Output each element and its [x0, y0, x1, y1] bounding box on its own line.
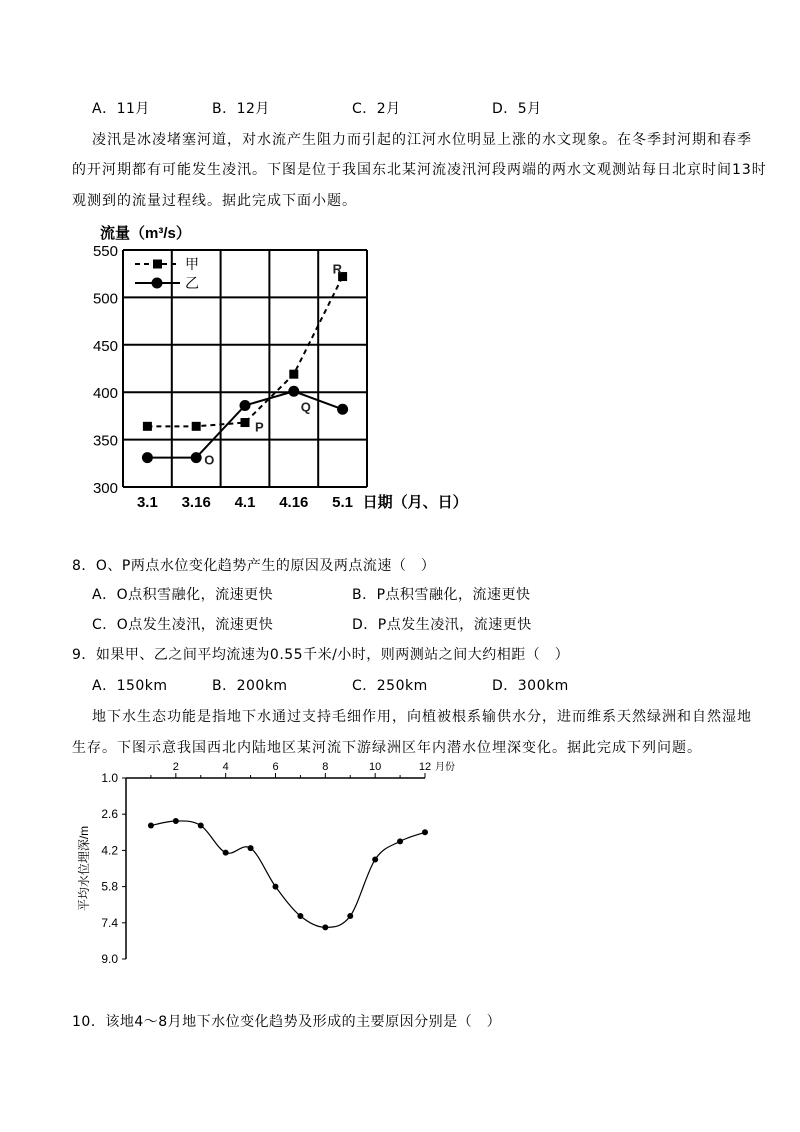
y-tick-label: 9.0	[101, 952, 118, 966]
x-tick-label: 10	[369, 761, 382, 773]
x-tick-label: 12	[418, 761, 432, 773]
y-axis-label: 流量（m³/s）	[100, 225, 191, 242]
q8-option-a: A．O点积雪融化，流速更快	[92, 587, 274, 603]
data-point-yi	[240, 400, 251, 411]
data-point-jia	[241, 418, 250, 427]
depth-curve	[151, 821, 425, 927]
y-tick-label: 550	[92, 243, 118, 260]
depth-point	[173, 818, 179, 824]
q9-option-d: D．300km	[492, 678, 569, 694]
point-label-q: Q	[300, 399, 311, 415]
flow-chart	[60, 220, 480, 525]
depth-point	[248, 845, 254, 851]
data-point-jia	[289, 370, 298, 379]
x-axis-label: 日期（月、日）	[362, 494, 468, 511]
y-tick-label: 1.0	[101, 771, 118, 785]
q9-option-a: A．150km	[92, 678, 168, 694]
x-tick-label: 3.1	[136, 494, 158, 511]
groundwater-chart-series	[148, 818, 428, 930]
y-tick-label: 4.2	[101, 843, 118, 858]
intro1-line-1: 凌汛是冰凌堵塞河道，对水流产生阻力而引起的江河水位明显上涨的水文现象。在冬季封河期和春季	[92, 132, 752, 148]
y-tick-label: 300	[92, 480, 118, 497]
flow-chart-series	[142, 272, 348, 463]
x-tick-label: 2	[172, 761, 179, 773]
y-tick-label: 5.8	[101, 879, 118, 894]
y-tick-label: 2.6	[101, 807, 118, 822]
data-point-yi	[288, 386, 299, 397]
y-tick-label: 450	[92, 337, 118, 355]
point-label-p: P	[255, 419, 264, 435]
depth-point	[322, 924, 328, 930]
point-label-o: O	[204, 452, 215, 468]
x-tick-label: 4	[222, 761, 229, 773]
data-point-yi	[142, 452, 153, 463]
q7-option-c: C．2月	[352, 101, 401, 117]
x-axis-label: 月份	[435, 762, 455, 773]
depth-point	[422, 829, 428, 835]
groundwater-chart	[70, 760, 470, 975]
flow-chart-labels	[93, 224, 468, 511]
legend-marker-yi	[152, 278, 163, 289]
q7-option-d: D．5月	[492, 101, 542, 117]
depth-point	[223, 850, 229, 856]
q8-option-d: D．P点发生凌汛，流速更快	[352, 617, 532, 633]
x-tick-label: 4.1	[234, 494, 256, 511]
data-point-jia	[192, 422, 201, 431]
data-point-yi	[191, 452, 202, 463]
q9-stem: 9．如果甲、乙之间平均流速为0.55千米/小时，则两测站之间大约相距（ ）	[72, 647, 570, 663]
x-tick-label: 6	[272, 761, 279, 773]
q9-option-b: B．200km	[212, 678, 288, 694]
intro1-line-2: 的开河期都有可能发生凌汛。下图是位于我国东北某河流凌汛河段两端的两水文观测站每日北京时间13时	[72, 162, 767, 178]
y-axis-label: 平均水位埋深/m	[77, 825, 91, 912]
depth-point	[273, 884, 279, 890]
q8-stem: 8．O、P两点水位变化趋势产生的原因及两点流速（ ）	[72, 558, 436, 574]
q8-option-b: B．P点积雪融化，流速更快	[352, 587, 531, 603]
intro2-line-1: 地下水生态功能是指地下水通过支持毛细作用，向植被根系输供水分，进而维系天然绿洲和自然湿地	[92, 709, 752, 725]
depth-point	[198, 823, 204, 829]
legend-label-yi: 乙	[185, 275, 199, 291]
depth-point	[297, 913, 303, 919]
y-tick-label: 500	[92, 290, 118, 308]
depth-point	[372, 856, 378, 862]
y-tick-label: 350	[92, 432, 118, 450]
y-tick-label: 400	[92, 385, 118, 403]
q7-option-a: A．11月	[92, 101, 150, 117]
q10-stem: 10．该地4～8月地下水位变化趋势及形成的主要原因分别是（ ）	[72, 1014, 502, 1030]
data-point-yi	[337, 404, 348, 415]
depth-point	[148, 823, 154, 829]
data-point-jia	[143, 422, 152, 431]
legend-marker-jia	[153, 260, 162, 269]
intro1-line-3: 观测到的流量过程线。据此完成下面小题。	[72, 193, 357, 209]
depth-point	[397, 838, 403, 844]
point-label-r: R	[332, 261, 342, 277]
legend-label-jia: 甲	[185, 256, 199, 272]
depth-point	[347, 913, 353, 919]
groundwater-chart-axes	[76, 761, 455, 966]
intro2-line-2: 生存。下图示意我国西北内陆地区某河流下游绿洲区年内潜水位埋深变化。据此完成下列问题。	[72, 740, 702, 756]
x-tick-label: 5.1	[332, 494, 354, 511]
x-tick-label: 4.16	[279, 494, 309, 511]
q8-option-c: C．O点发生凌汛，流速更快	[92, 617, 274, 633]
x-tick-label: 3.16	[181, 494, 211, 511]
q9-option-c: C．250km	[352, 678, 428, 694]
y-tick-label: 7.4	[101, 915, 118, 930]
x-tick-label: 8	[322, 761, 329, 773]
q7-option-b: B．12月	[212, 101, 270, 117]
